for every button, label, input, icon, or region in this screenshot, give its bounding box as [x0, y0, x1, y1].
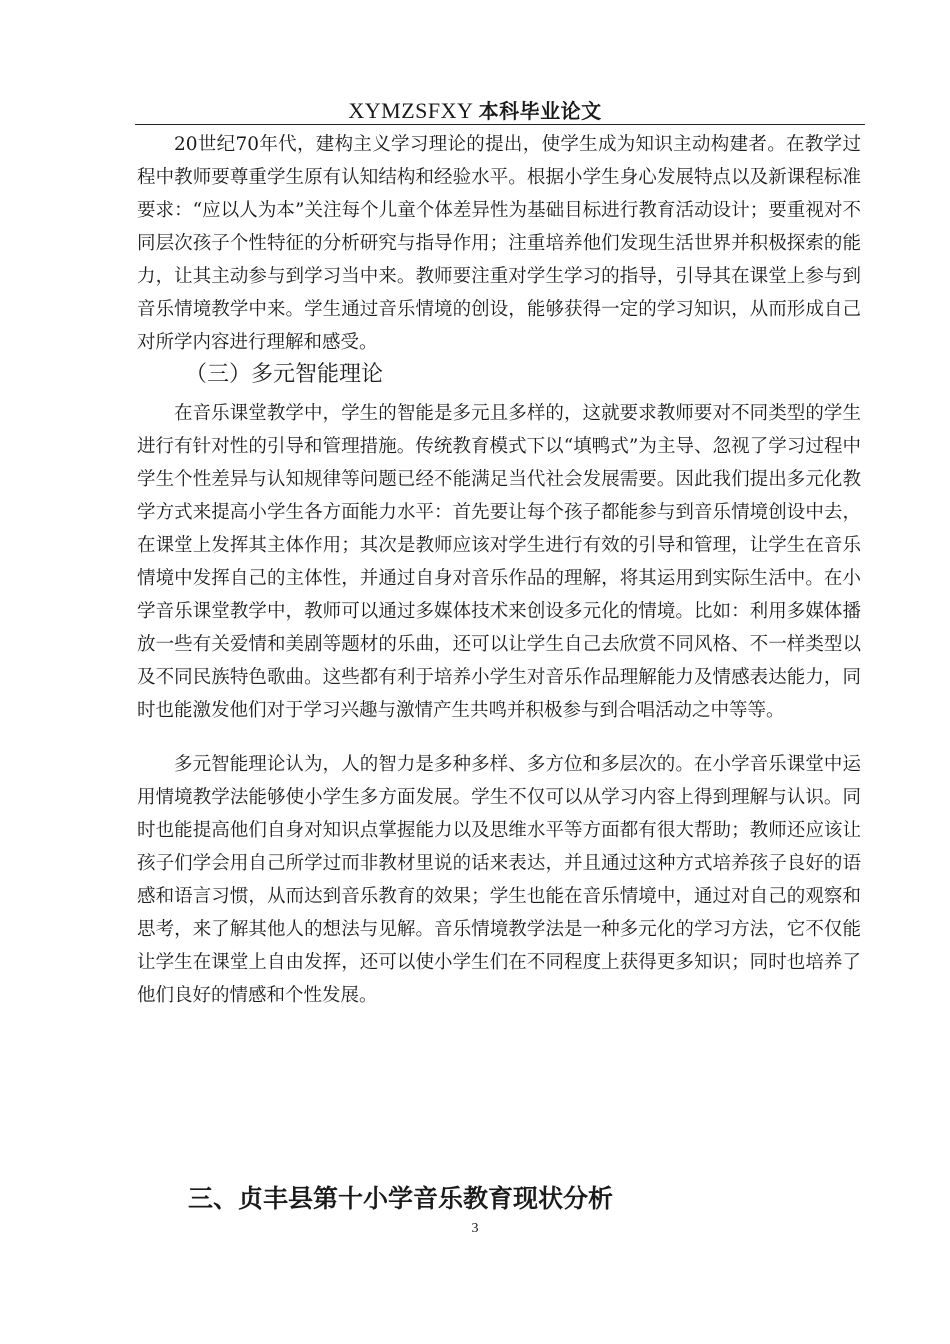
body-paragraph-1: 20世纪70年代，建构主义学习理论的提出，使学生成为知识主动构建者。在教学过程中教师要尊重学生原有认知结构和经验水平。根据小学生身心发展特点以及新课程标准要求：“应以人为本”关注每个儿童个体差异性为基础目标进行教育活动设计；要重视对不同层次孩子个性特征的分析研究与指导作用；注重培养他们发现生活世界并积极探索的能力，让其主动参与到学习当中来。教师要注重对学生学习的指导，引导其在课堂上参与到音乐情境教学中来。学生通过音乐情境的创设，能够获得一定的学习知识，从而形成自己对所学内容进行理解和感受。 [137, 134, 861, 353]
header-code: XYMZSFXY [348, 98, 473, 123]
page-number: 3 [471, 1221, 479, 1236]
body-paragraph-2: 在音乐课堂教学中，学生的智能是多元且多样的，这就要求教师要对不同类型的学生进行有针对性的引导和管理措施。传统教育模式下以“填鸭式”为主导、忽视了学习过程中学生个性差异与认知规律等问题已经不能满足当代社会发展需要。因此我们提出多元化教学方式来提高小学生各方面能力水平：首先要让每个孩子都能参与到音乐情境创设中去，在课堂上发挥其主体作用；其次是教师应该对学生进行有效的引导和管理，让学生在音乐情境中发挥自己的主体性，并通过自身对音乐作品的理解，将其运用到实际生活中。在小学音乐课堂教学中，教师可以通过多媒体技术来创设多元化的情境。比如：利用多媒体播放一些有关爱情和美剧等题材的乐曲，还可以让学生自己去欣赏不同风格、不一样类型以及不同民族特色歌曲。这些都有利于培养小学生对音乐作品理解能力及情感表达能力，同时也能激发他们对于学习兴趣与激情产生共鸣并积极参与到合唱活动之中等等。 [137, 403, 861, 721]
chapter-heading: 三、贞丰县第十小学音乐教育现状分析 [188, 1184, 614, 1213]
body-paragraph-3: 多元智能理论认为，人的智力是多种多样、多方位和多层次的。在小学音乐课堂中运用情境教学法能够使小学生多方面发展。学生不仅可以从学习内容上得到理解与认识。同时也能提高他们自身对知识点掌握能力以及思维水平等方面都有很大帮助；教师还应该让孩子们学会用自己所学过而非教材里说的话来表达，并且通过这种方式培养孩子良好的语感和语言习惯，从而达到音乐教育的效果；学生也能在音乐情境中，通过对自己的观察和思考，来了解其他人的想法与见解。音乐情境教学法是一种多元化的学习方法，它不仅能让学生在课堂上自由发挥，还可以使小学生们在不同程度上获得更多知识；同时也培养了他们良好的情感和个性发展。 [137, 754, 861, 1006]
header-subtitle: 本科毕业论文 [478, 99, 602, 123]
page-header [0, 95, 950, 124]
section-heading: （三）多元智能理论 [185, 362, 384, 387]
header-rule [135, 124, 865, 125]
